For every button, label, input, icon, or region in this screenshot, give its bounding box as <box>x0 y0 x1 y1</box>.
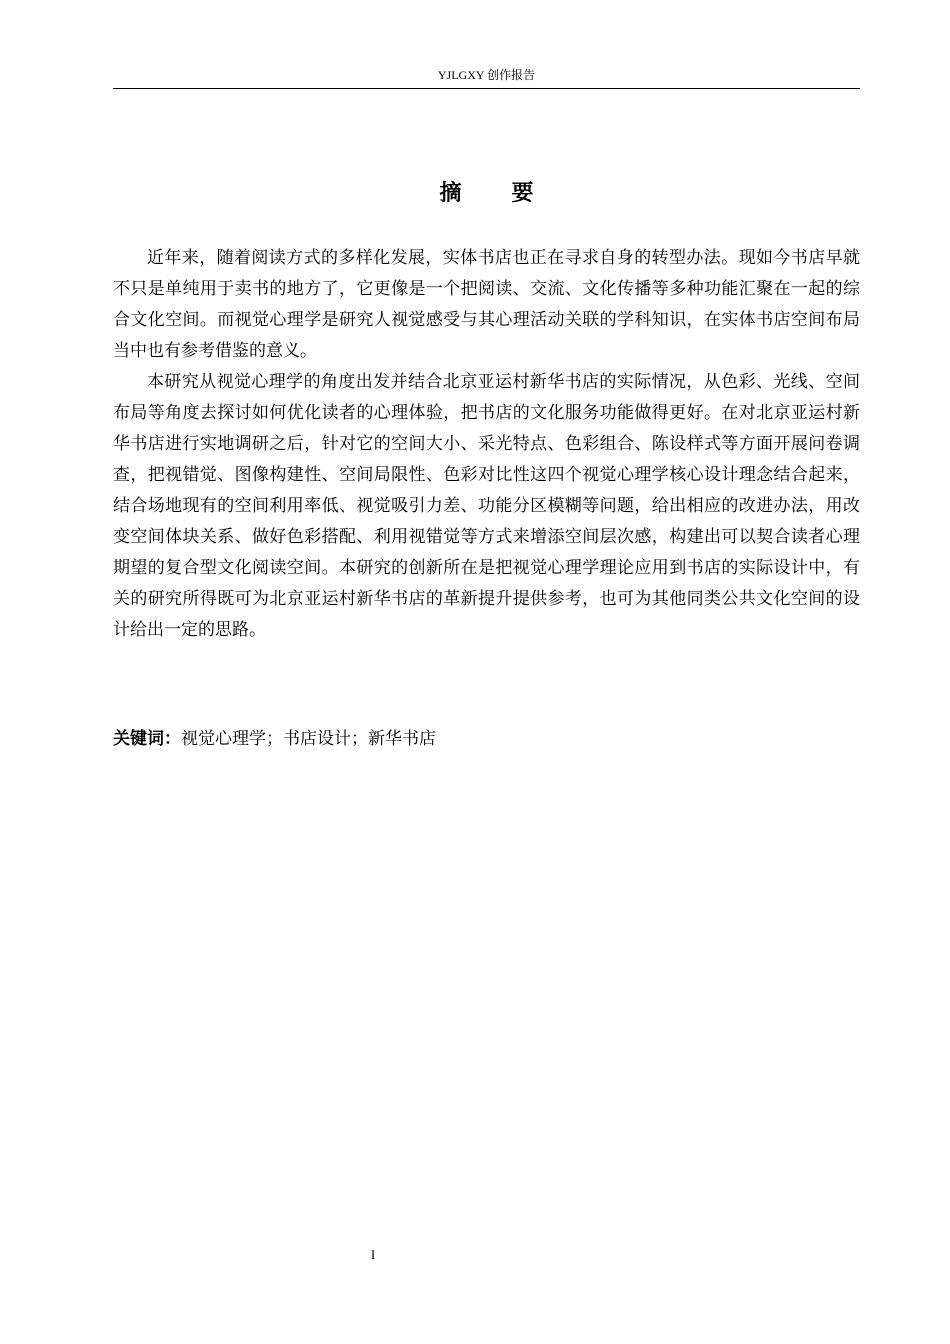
header-rule <box>113 88 860 89</box>
keywords-line <box>113 724 860 755</box>
keywords-label: 关键词： <box>113 729 181 749</box>
page-number: I <box>370 1247 376 1262</box>
page-header: YJLGXY 创作报告 <box>437 68 536 82</box>
page-title: 摘要 <box>439 181 584 206</box>
abstract-paragraph-1: 近年来，随着阅读方式的多样化发展，实体书店也正在寻求自身的转型办法。现如今书店早就不只是单纯用于卖书的地方了，它更像是一个把阅读、交流、文化传播等多种功能汇聚在一起的综合文化空间。而视觉心理学是研究人视觉感受与其心理活动关联的学科知识，在实体书店空间布局当中也有参考借鉴的意义。 <box>113 248 860 361</box>
abstract-paragraph-2: 本研究从视觉心理学的角度出发并结合北京亚运村新华书店的实际情况，从色彩、光线、空间布局等角度去探讨如何优化读者的心理体验，把书店的文化服务功能做得更好。在对北京亚运村新华书店进行实地调研之后，针对它的空间大小、采光特点、色彩组合、陈设样式等方面开展问卷调查，把视错觉、图像构建性、空间局限性、色彩对比性这四个视觉心理学核心设计理念结合起来，结合场地现有的空间利用率低、视觉吸引力差、功能分区模糊等问题，给出相应的改进办法，用改变空间体块关系、做好色彩搭配、利用视错觉等方式来增添空间层次感，构建出可以契合读者心理期望的复合型文化阅读空间。本研究的创新所在是把视觉心理学理论应用到书店的实际设计中，有关的研究所得既可为北京亚运村新华书店的革新提升提供参考，也可为其他同类公共文化空间的设计给出一定的思路。 <box>113 372 860 640</box>
abstract-body <box>113 243 860 646</box>
keywords-value: 视觉心理学；书店设计；新华书店 <box>181 729 436 749</box>
